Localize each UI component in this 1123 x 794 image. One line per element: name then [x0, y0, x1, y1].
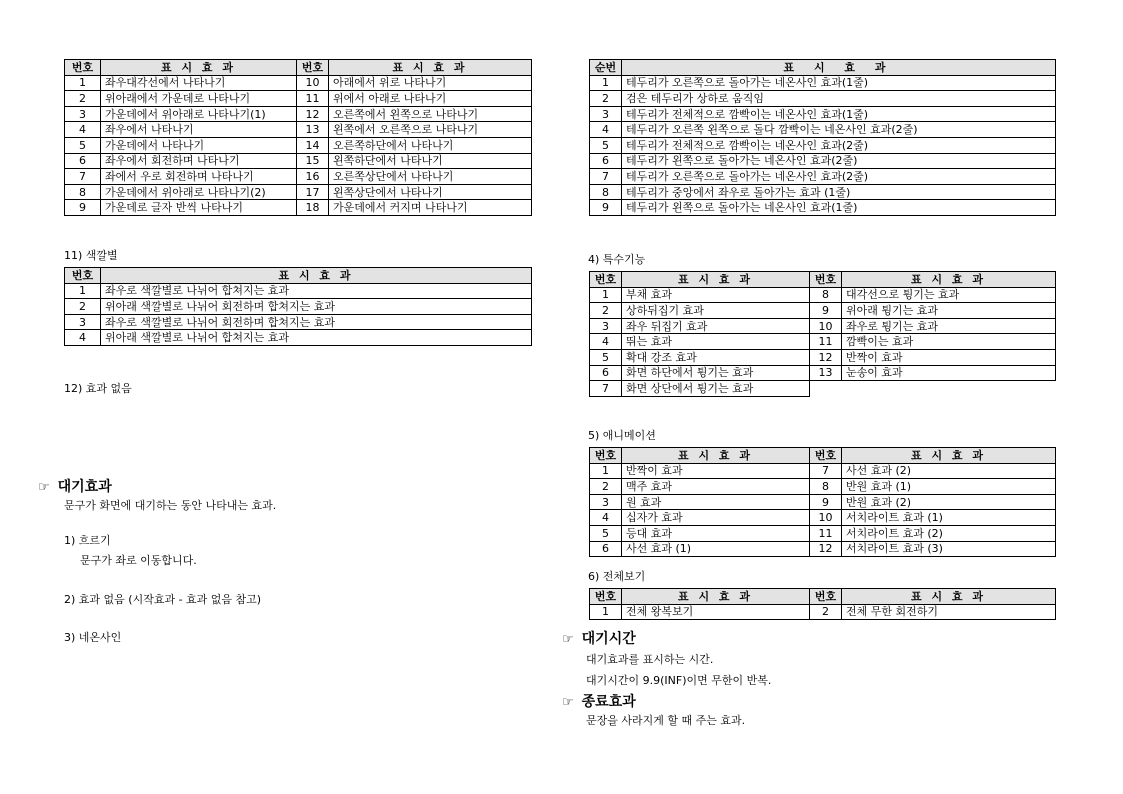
row-number-cell: 2 — [590, 303, 622, 319]
end-effect-line-1: 문장을 사라지게 할 때 주는 효과. — [586, 714, 746, 727]
wait-time-line-2: 대기시간이 9.9(INF)이면 무한이 반복. — [586, 674, 772, 687]
row-number-cell: 8 — [810, 479, 842, 495]
table-row — [65, 137, 532, 153]
effect-name-cell: 부채 효과 — [622, 287, 810, 303]
wait-item-3: 3) 네온사인 — [64, 631, 122, 644]
table-body — [590, 75, 1056, 215]
col-header: 번호 — [810, 589, 842, 605]
row-number-cell: 5 — [590, 525, 622, 541]
row-number-cell: 1 — [590, 463, 622, 479]
row-number-cell: 4 — [590, 122, 622, 138]
effect-name-cell: 좌우대각선에서 나타나기 — [101, 75, 297, 91]
row-number-cell: 1 — [65, 283, 101, 299]
effect-name-cell: 확대 강조 효과 — [622, 349, 810, 365]
row-number-cell: 8 — [590, 184, 622, 200]
table-body — [65, 75, 532, 215]
effect-name-cell: 원 효과 — [622, 494, 810, 510]
row-number-cell: 16 — [297, 169, 329, 185]
table-row — [590, 184, 1056, 200]
row-number-cell: 1 — [590, 75, 622, 91]
table-row — [590, 525, 1056, 541]
pointing-hand-icon: ☞ — [562, 695, 574, 710]
col-header: 표 시 효 과 — [101, 268, 532, 284]
row-number-cell: 3 — [590, 318, 622, 334]
effect-name-cell: 좌우로 색깔별로 나뉘어 회전하며 합쳐지는 효과 — [101, 314, 532, 330]
table-row — [65, 299, 532, 315]
row-number-cell: 5 — [590, 349, 622, 365]
effect-name-cell: 테두리가 전체적으로 깜빡이는 네온사인 효과(1줄) — [622, 106, 1056, 122]
full-view-table — [589, 588, 1056, 620]
section-11-heading: 11) 색깔별 — [64, 249, 118, 262]
row-number-cell — [810, 381, 842, 397]
col-header: 표 시 효 과 — [842, 272, 1056, 288]
effect-name-cell: 위아래 색깔별로 나뉘어 합쳐지는 효과 — [101, 330, 532, 346]
row-number-cell: 12 — [810, 541, 842, 557]
effect-name-cell: 사선 효과 (2) — [842, 463, 1056, 479]
wait-item-1: 1) 흐르기 — [64, 534, 111, 547]
row-number-cell: 12 — [810, 349, 842, 365]
table-row — [590, 318, 1056, 334]
col-header: 번호 — [297, 60, 329, 76]
col-header: 표 시 효 과 — [842, 448, 1056, 464]
table-body — [590, 604, 1056, 620]
effect-name-cell: 화면 상단에서 튕기는 효과 — [622, 381, 810, 397]
table-header-row — [590, 589, 1056, 605]
row-number-cell: 7 — [590, 381, 622, 397]
effect-name-cell: 위아래에서 가운데로 나타나기 — [101, 91, 297, 107]
row-number-cell: 3 — [65, 314, 101, 330]
row-number-cell: 2 — [65, 299, 101, 315]
effect-name-cell: 깜빡이는 효과 — [842, 334, 1056, 350]
effect-name-cell: 위아래 튕기는 효과 — [842, 303, 1056, 319]
effect-name-cell: 가운데로 글자 반씩 나타나기 — [101, 200, 297, 216]
effect-name-cell: 반짝이 효과 — [622, 463, 810, 479]
col-header: 표 시 효 과 — [329, 60, 532, 76]
effect-name-cell: 테두리가 전체적으로 깜빡이는 네온사인 효과(2줄) — [622, 137, 1056, 153]
effect-name-cell: 테두리가 오른쪽으로 돌아가는 네온사인 효과(1줄) — [622, 75, 1056, 91]
table-row — [590, 200, 1056, 216]
wait-item-2: 2) 효과 없음 (시작효과 - 효과 없음 참고) — [64, 593, 262, 606]
row-number-cell: 13 — [810, 365, 842, 381]
effect-name-cell: 서치라이트 효과 (2) — [842, 525, 1056, 541]
table-row — [65, 153, 532, 169]
row-number-cell: 5 — [65, 137, 101, 153]
row-number-cell: 15 — [297, 153, 329, 169]
row-number-cell: 6 — [65, 153, 101, 169]
row-number-cell: 11 — [810, 525, 842, 541]
effect-name-cell: 서치라이트 효과 (1) — [842, 510, 1056, 526]
table-row — [590, 349, 1056, 365]
effects-table-1 — [64, 59, 532, 216]
row-number-cell: 17 — [297, 184, 329, 200]
table-row — [590, 169, 1056, 185]
effect-name-cell: 테두리가 왼쪽으로 돌아가는 네온사인 효과(2줄) — [622, 153, 1056, 169]
col-header: 표 시 효 과 — [622, 60, 1056, 76]
row-number-cell: 11 — [297, 91, 329, 107]
table-row — [590, 463, 1056, 479]
effect-name-cell: 가운데에서 위아래로 나타나기(1) — [101, 106, 297, 122]
table-row — [590, 494, 1056, 510]
effect-name-cell: 왼쪽상단에서 나타나기 — [329, 184, 532, 200]
wait-effect-heading — [38, 476, 112, 496]
table-row — [590, 153, 1056, 169]
effect-name-cell: 좌우로 색깔별로 나뉘어 합쳐지는 효과 — [101, 283, 532, 299]
table-header-row — [65, 60, 532, 76]
row-number-cell: 2 — [590, 91, 622, 107]
col-header: 표 시 효 과 — [622, 589, 810, 605]
row-number-cell: 6 — [590, 541, 622, 557]
effect-name-cell: 위아래 색깔별로 나뉘어 회전하며 합쳐지는 효과 — [101, 299, 532, 315]
table-row — [590, 381, 1056, 397]
table-row — [590, 604, 1056, 620]
row-number-cell: 1 — [590, 287, 622, 303]
row-number-cell: 8 — [810, 287, 842, 303]
table-row — [590, 106, 1056, 122]
effect-name-cell: 십자가 효과 — [622, 510, 810, 526]
row-number-cell: 7 — [65, 169, 101, 185]
table-row — [65, 106, 532, 122]
section-5-heading: 5) 애니메이션 — [588, 429, 656, 442]
wait-effect-desc: 문구가 화면에 대기하는 동안 나타내는 효과. — [64, 499, 277, 512]
col-header: 번호 — [810, 272, 842, 288]
row-number-cell: 3 — [590, 106, 622, 122]
table-header-row — [590, 60, 1056, 76]
row-number-cell: 7 — [810, 463, 842, 479]
col-header: 순번 — [590, 60, 622, 76]
col-header: 번호 — [810, 448, 842, 464]
row-number-cell: 8 — [65, 184, 101, 200]
effects-table-color — [64, 267, 532, 346]
row-number-cell: 5 — [590, 137, 622, 153]
effect-name-cell: 반원 효과 (2) — [842, 494, 1056, 510]
row-number-cell: 9 — [810, 494, 842, 510]
table-row — [590, 334, 1056, 350]
row-number-cell: 18 — [297, 200, 329, 216]
row-number-cell: 10 — [810, 510, 842, 526]
col-header: 표 시 효 과 — [622, 272, 810, 288]
row-number-cell: 4 — [590, 334, 622, 350]
table-row — [590, 287, 1056, 303]
table-header-row — [590, 272, 1056, 288]
row-number-cell: 11 — [810, 334, 842, 350]
effect-name-cell: 반원 효과 (1) — [842, 479, 1056, 495]
special-effects-table — [589, 271, 1056, 397]
table-row — [65, 122, 532, 138]
effect-name-cell: 서치라이트 효과 (3) — [842, 541, 1056, 557]
row-number-cell: 9 — [810, 303, 842, 319]
row-number-cell: 1 — [590, 604, 622, 620]
effect-name-cell: 가운데에서 나타나기 — [101, 137, 297, 153]
wait-effect-title: 대기효과 — [57, 479, 112, 495]
table-row — [590, 137, 1056, 153]
table-row — [65, 184, 532, 200]
effect-name-cell: 뛰는 효과 — [622, 334, 810, 350]
table-row — [65, 169, 532, 185]
table-row — [590, 91, 1056, 107]
table-row — [65, 75, 532, 91]
row-number-cell: 9 — [65, 200, 101, 216]
effect-name-cell: 전체 무한 회전하기 — [842, 604, 1056, 620]
col-header: 표 시 효 과 — [842, 589, 1056, 605]
end-effect-title: 종료효과 — [581, 694, 636, 710]
effect-name-cell: 오른쪽에서 왼쪽으로 나타나기 — [329, 106, 532, 122]
table-row — [65, 200, 532, 216]
table-row — [590, 479, 1056, 495]
table-row — [590, 303, 1056, 319]
effect-name-cell: 위에서 아래로 나타나기 — [329, 91, 532, 107]
row-number-cell: 13 — [297, 122, 329, 138]
row-number-cell: 3 — [65, 106, 101, 122]
row-number-cell: 9 — [590, 200, 622, 216]
row-number-cell: 14 — [297, 137, 329, 153]
effect-name-cell: 테두리가 오른쪽 왼쪽으로 돌다 깜빡이는 네온사인 효과(2줄) — [622, 122, 1056, 138]
row-number-cell: 2 — [590, 479, 622, 495]
table-row — [590, 122, 1056, 138]
row-number-cell: 4 — [65, 122, 101, 138]
table-row — [65, 283, 532, 299]
col-header: 번호 — [590, 589, 622, 605]
effect-name-cell: 대각선으로 튕기는 효과 — [842, 287, 1056, 303]
effect-name-cell: 가운데에서 커지며 나타나기 — [329, 200, 532, 216]
effect-name-cell: 좌에서 우로 회전하며 나타나기 — [101, 169, 297, 185]
table-row — [590, 541, 1056, 557]
row-number-cell: 6 — [590, 153, 622, 169]
effect-name-cell: 좌우에서 나타나기 — [101, 122, 297, 138]
effect-name-cell: 사선 효과 (1) — [622, 541, 810, 557]
effect-name-cell: 테두리가 왼쪽으로 돌아가는 네온사인 효과(1줄) — [622, 200, 1056, 216]
effect-name-cell: 반짝이 효과 — [842, 349, 1056, 365]
effect-name-cell: 왼쪽하단에서 나타나기 — [329, 153, 532, 169]
col-header: 표 시 효 과 — [622, 448, 810, 464]
row-number-cell: 6 — [590, 365, 622, 381]
row-number-cell: 1 — [65, 75, 101, 91]
row-number-cell: 12 — [297, 106, 329, 122]
effect-name-cell: 좌우에서 회전하며 나타나기 — [101, 153, 297, 169]
row-number-cell: 2 — [810, 604, 842, 620]
effect-name-cell: 검은 테두리가 상하로 움직임 — [622, 91, 1056, 107]
table-row — [590, 75, 1056, 91]
col-header: 번호 — [65, 268, 101, 284]
row-number-cell: 10 — [297, 75, 329, 91]
table-row — [65, 314, 532, 330]
row-number-cell: 4 — [590, 510, 622, 526]
effect-name-cell: 왼쪽에서 오른쪽으로 나타나기 — [329, 122, 532, 138]
neon-effects-table — [589, 59, 1056, 216]
table-body — [65, 283, 532, 345]
effect-name-cell: 오른쪽하단에서 나타나기 — [329, 137, 532, 153]
table-row — [65, 330, 532, 346]
wait-time-heading — [562, 628, 636, 648]
table-header-row — [590, 448, 1056, 464]
table-header-row — [65, 268, 532, 284]
effect-name-cell: 눈송이 효과 — [842, 365, 1056, 381]
section-6-heading: 6) 전체보기 — [588, 570, 646, 583]
effect-name-cell: 상하뒤집기 효과 — [622, 303, 810, 319]
wait-time-title: 대기시간 — [581, 631, 636, 647]
row-number-cell: 2 — [65, 91, 101, 107]
end-effect-heading — [562, 691, 636, 711]
table-row — [65, 91, 532, 107]
section-4-heading: 4) 특수기능 — [588, 253, 646, 266]
effect-name-cell — [842, 381, 1056, 397]
col-header: 번호 — [590, 448, 622, 464]
table-body — [590, 287, 1056, 396]
effect-name-cell: 오른쪽상단에서 나타나기 — [329, 169, 532, 185]
row-number-cell: 7 — [590, 169, 622, 185]
effect-name-cell: 테두리가 중앙에서 좌우로 돌아가는 효과 (1줄) — [622, 184, 1056, 200]
row-number-cell: 4 — [65, 330, 101, 346]
effect-name-cell: 화면 하단에서 튕기는 효과 — [622, 365, 810, 381]
effect-name-cell: 전체 왕복보기 — [622, 604, 810, 620]
effect-name-cell: 등대 효과 — [622, 525, 810, 541]
effect-name-cell: 아래에서 위로 나타나기 — [329, 75, 532, 91]
col-header: 번호 — [590, 272, 622, 288]
row-number-cell: 3 — [590, 494, 622, 510]
col-header: 표 시 효 과 — [101, 60, 297, 76]
effect-name-cell: 맥주 효과 — [622, 479, 810, 495]
wait-item-1-desc: 문구가 좌로 이동합니다. — [80, 554, 197, 567]
effect-name-cell: 좌우 뒤집기 효과 — [622, 318, 810, 334]
effect-name-cell: 좌우로 튕기는 효과 — [842, 318, 1056, 334]
animation-effects-table — [589, 447, 1056, 557]
section-12-heading: 12) 효과 없음 — [64, 382, 132, 395]
row-number-cell: 10 — [810, 318, 842, 334]
wait-time-line-1: 대기효과를 표시하는 시간. — [586, 653, 714, 666]
col-header: 번호 — [65, 60, 101, 76]
table-row — [590, 365, 1056, 381]
table-row — [590, 510, 1056, 526]
table-body — [590, 463, 1056, 557]
effect-name-cell: 테두리가 오른쪽으로 돌아가는 네온사인 효과(2줄) — [622, 169, 1056, 185]
effect-name-cell: 가운데에서 위아래로 나타나기(2) — [101, 184, 297, 200]
pointing-hand-icon: ☞ — [38, 480, 50, 495]
pointing-hand-icon: ☞ — [562, 632, 574, 647]
